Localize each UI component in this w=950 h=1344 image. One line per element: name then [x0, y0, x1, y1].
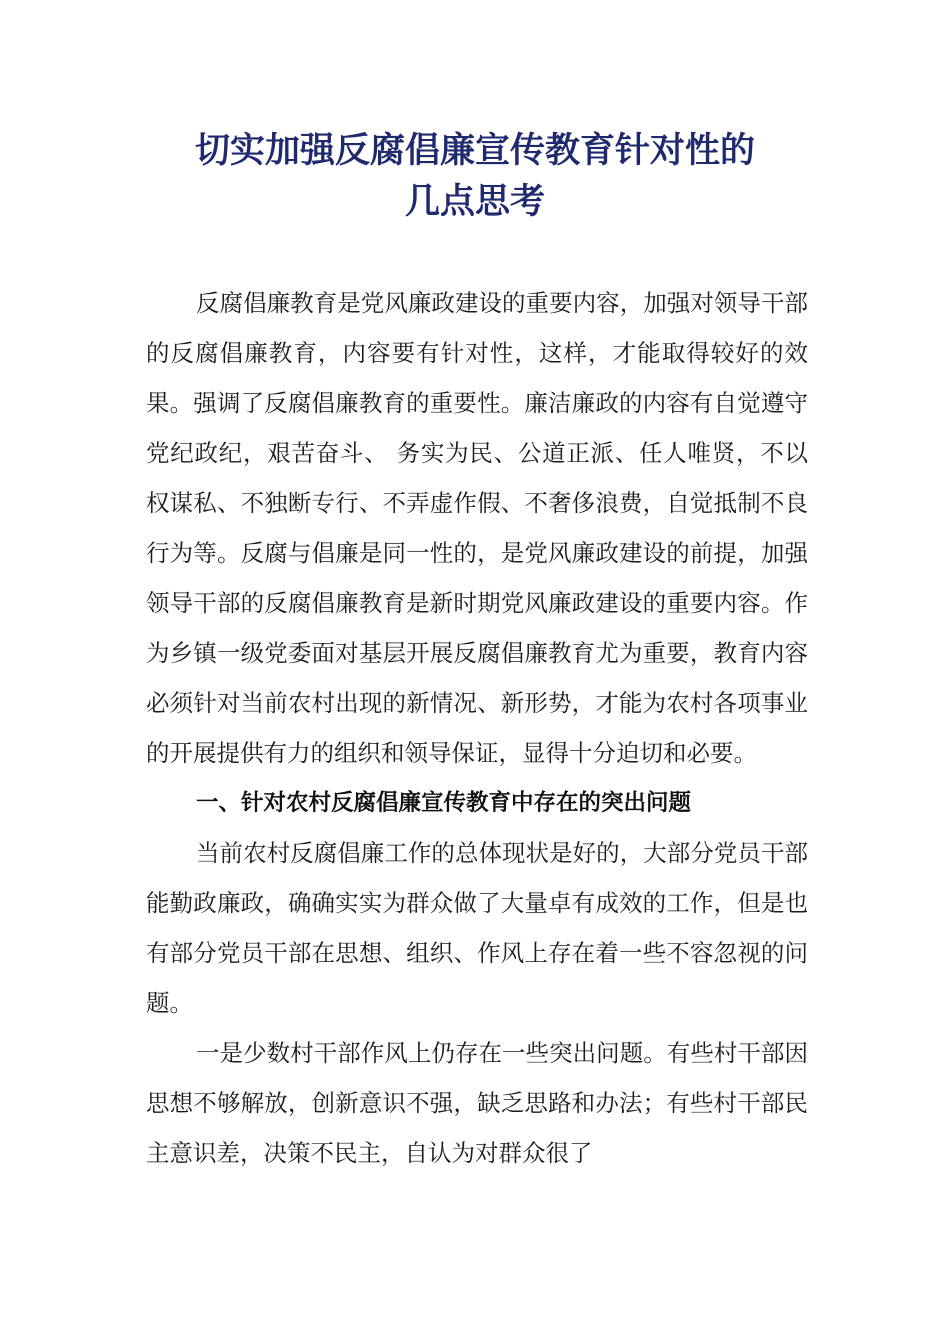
paragraph-intro: 反腐倡廉教育是党风廉政建设的重要内容，加强对领导干部的反腐倡廉教育，内容要有针对性，这样，才能取得较好的效果。强调了反腐倡廉教育的重要性。廉洁廉政的内容有自觉遵守党纪政纪，艰苦奋斗、 务实为民、公道正派、任人唯贤，不以权谋私、不独断专行、不弄虚作假、不奢侈浪费，自觉抵制不良行为等。反腐与倡廉是同一性的，是党风廉政建设的前提，加强领导干部的反腐倡廉教育是新时期党风廉政建设的重要内容。作为乡镇一级党委面对基层开展反腐倡廉教育尤为重要，教育内容必须针对当前农村出现的新情况、新形势，才能为农村各项事业的开展提供有力的组织和领导保证，显得十分迫切和必要。: [146, 289, 808, 767]
document-body: [146, 278, 808, 1178]
title-line-1: 切实加强反腐倡廉宣传教育针对性的: [194, 131, 755, 171]
title-line-2: 几点思考: [404, 182, 545, 222]
section-heading-1: 一、针对农村反腐倡廉宣传教育中存在的突出问题: [196, 790, 692, 816]
document-title: [0, 126, 950, 228]
paragraph-problem-1: 一是少数村干部作风上仍存在一些突出问题。有些村干部因思想不够解放，创新意识不强，缺乏思路和办法；有些村干部民主意识差，决策不民主，自认为对群众很了: [146, 1039, 808, 1167]
paragraph-current-status: 当前农村反腐倡廉工作的总体现状是好的，大部分党员干部能勤政廉政，确确实实为群众做了大量卓有成效的工作，但是也有部分党员干部在思想、组织、作风上存在着一些不容忽视的问题。: [146, 839, 808, 1017]
